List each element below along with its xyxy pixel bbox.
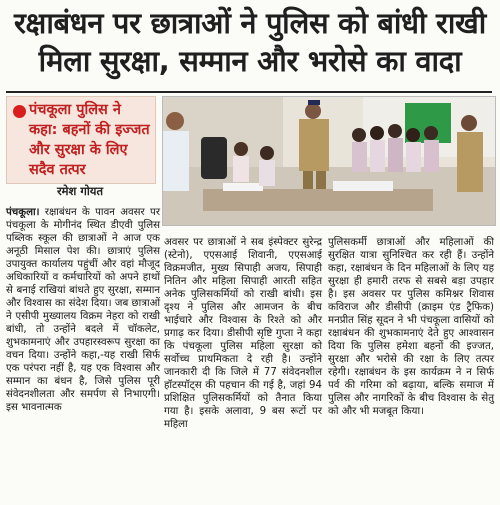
bullet-dot-icon bbox=[13, 105, 26, 118]
article-column-3 bbox=[328, 236, 494, 418]
dateline-place: पंचकूला। bbox=[6, 207, 40, 218]
article-column-2 bbox=[164, 236, 322, 431]
subhead-box bbox=[6, 96, 156, 184]
article-column-1 bbox=[6, 206, 160, 414]
byline: रमेश गोयत bbox=[56, 184, 104, 198]
headline-divider bbox=[6, 91, 492, 93]
subhead: पंचकूला पुलिस ने कहा: बहनों की इज्जत और सुरक्षा के लिए सदैव तत्पर bbox=[29, 102, 150, 178]
news-photo bbox=[162, 96, 496, 226]
headline bbox=[6, 4, 494, 80]
column-2-text: अवसर पर छात्राओं ने सब इंस्पेक्टर सुरेन्द्र (स्टेनो), एएसआई शिवानी, एएसआई विक्रमजीत, मुख्य सिपाही अजय, सिपाही नितिन और महिला सिपाही आरती सहित अनेक पुलिसकर्मियों को राखी बांधी। इस दृश्य ने पुलिस और आमजन के बीच भाईचारे और विश्वास के रिश्ते को और प्रगाढ़ कर दिया। डीसीपी सृष्टि गुप्ता ने कहा कि पंचकूला पुलिस महिला सुरक्षा को सर्वोच्च प्राथमिकता दे रही है। उन्होंने जानकारी दी कि जिले में 77 संवेदनशील हॉटस्पॉट्स की पहचान की गई है, जहां 94 प्रशिक्षित पुलिसकर्मियों को तैनात किया गया है। इसके अलावा, 9 बस रूटों पर महिला bbox=[164, 237, 322, 430]
headline-line-1: रक्षाबंधन पर छात्राओं ने पुलिस को बांधी राखी bbox=[13, 6, 486, 40]
column-1-text: रक्षाबंधन के पावन अवसर पर पंचकूला के मोगीनंद स्थित डीएवी पुलिस पब्लिक स्कूल की छात्राओं ने आज एक अनूठी मिसाल पेश की। छात्राएं पुलिस उपायुक्त कार्यालय पहुंचीं और वहां मौजूद अधिकारियों व कर्मचारियों को अपने हाथों से बनाई राखियां बांधते हुए सुरक्षा, सम्मान और विश्वास का संदेश दिया। जब छात्राओं ने एसीपी मुख्यालय विक्रम नेहरा को राखी बांधी, तो उन्होंने बदले में चॉकलेट, शुभकामनाएं और उपहारस्वरूप सुरक्षा का वचन दिया। उन्होंने कहा,-यह राखी सिर्फ एक परंपरा नहीं है, यह एक विश्वास और सम्मान का बंधन है, जिसे पुलिस पूरी संवेदनशीलता और समर्पण से निभाएगी। इस भावनात्मक bbox=[6, 207, 160, 413]
headline-line-2: मिला सुरक्षा, सम्मान और भरोसे का वादा bbox=[38, 44, 462, 78]
column-3-text: पुलिसकर्मी छात्राओं और महिलाओं की सुरक्षित यात्रा सुनिश्चित कर रही हैं। उन्होंने कहा, रक्षाबंधन के दिन महिलाओं के लिए यह सुरक्षा ही हमारी तरफ से सबसे बड़ा उपहार है। इस अवसर पर पुलिस कमिश्नर शिवास कविराज और डीसीपी (क्राइम एंड ट्रैफिक) मनप्रीत सिंह सूदन ने भी पंचकूला वासियों को रक्षाबंधन की शुभकामनाएं देते हुए आश्वासन दिया कि पुलिस हमेशा बहनों की इज्जत, सुरक्षा और भरोसे की रक्षा के लिए तत्पर रहेगी। रक्षाबंधन के इस कार्यक्रम ने न सिर्फ पर्व की गरिमा को बढ़ाया, बल्कि समाज में पुलिस और नागरिकों के बीच विश्वास के सेतु को और भी मजबूत किया। bbox=[328, 237, 494, 417]
